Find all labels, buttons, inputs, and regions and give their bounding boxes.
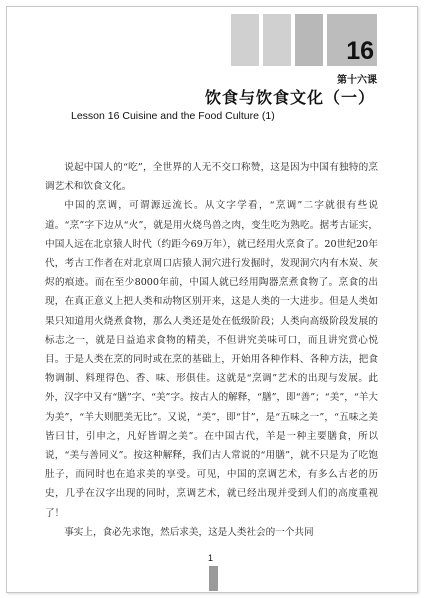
- paragraph: 事实上，食必先求饱，然后求美，这是人类社会的一个共同: [64, 526, 314, 538]
- lesson-number: 16: [346, 37, 374, 65]
- lesson-number-box: [327, 14, 377, 66]
- page-number: 1: [208, 553, 214, 563]
- decorative-bar: [231, 14, 259, 66]
- decorative-bar: [295, 14, 323, 66]
- decorative-bar: [263, 14, 291, 66]
- header-decorative-bars: [231, 14, 323, 66]
- lesson-title-cn: 饮食与饮食文化（一）: [204, 88, 375, 107]
- body-text: [45, 158, 378, 542]
- paragraph: 中国的烹调，可谓源远流长。从文字学看，“烹调”二字就很有些说道。“烹”字下边从“火”，就是用火烧鸟兽之肉，变生吃为熟吃。据考古证实，中国人远在北京猿人时代（约距今69万年），就已经用火烹食了。20世纪20年代，考古工作者在对北京周口店猿人洞穴进行发掘时，发现洞穴内有木炭、灰烬的痕迹。而在至少8000年前，中国人就已经用陶器烹煮食物了。烹食的出现，在真正意义上把人类和动物区别开来，这是人类的一大进步。但是人类如果只知道用火烧煮食物，那么人类还是处在低级阶段；人类向高级阶段发展的标志之一，就是日益追求食物的精美，不但讲究美味可口，而且讲究赏心悦目。于是人类在烹的同时或在烹的基础上，开始用各种作料、各种方法，把食物调制、料理得色、香、味、形俱佳。这就是“烹调”艺术的出现与发展。此外，汉字中又有“膳”字、“美”字。按古人的解释，“膳”，即“善”；“美”，“羊大为美”，“羊大则肥美无比”。又说，“美”，即“甘”，是“五味之一”，“五味之美皆曰甘，引申之，凡好皆谓之美”。在中国古代，羊是一种主要膳食，所以说，“美与善同义”。按这种解释，我们古人常说的“用膳”，就不只是为了吃饱肚子，而同时也在追求美的享受。可见，中国的烹调艺术，有多么古老的历史，几乎在汉字出现的同时，烹调艺术，就已经出现并受到人们的高度重视了！: [45, 200, 378, 519]
- lesson-title-en: Lesson 16 Cuisine and the Food Culture (1): [71, 110, 275, 122]
- page-tab-marker: [209, 566, 218, 591]
- lesson-label-cn: 第十六课: [337, 75, 377, 86]
- paragraph: 说起中国人的“吃”，全世界的人无不交口称赞，这是因为中国有独特的烹调艺术和饮食文化。: [45, 162, 378, 193]
